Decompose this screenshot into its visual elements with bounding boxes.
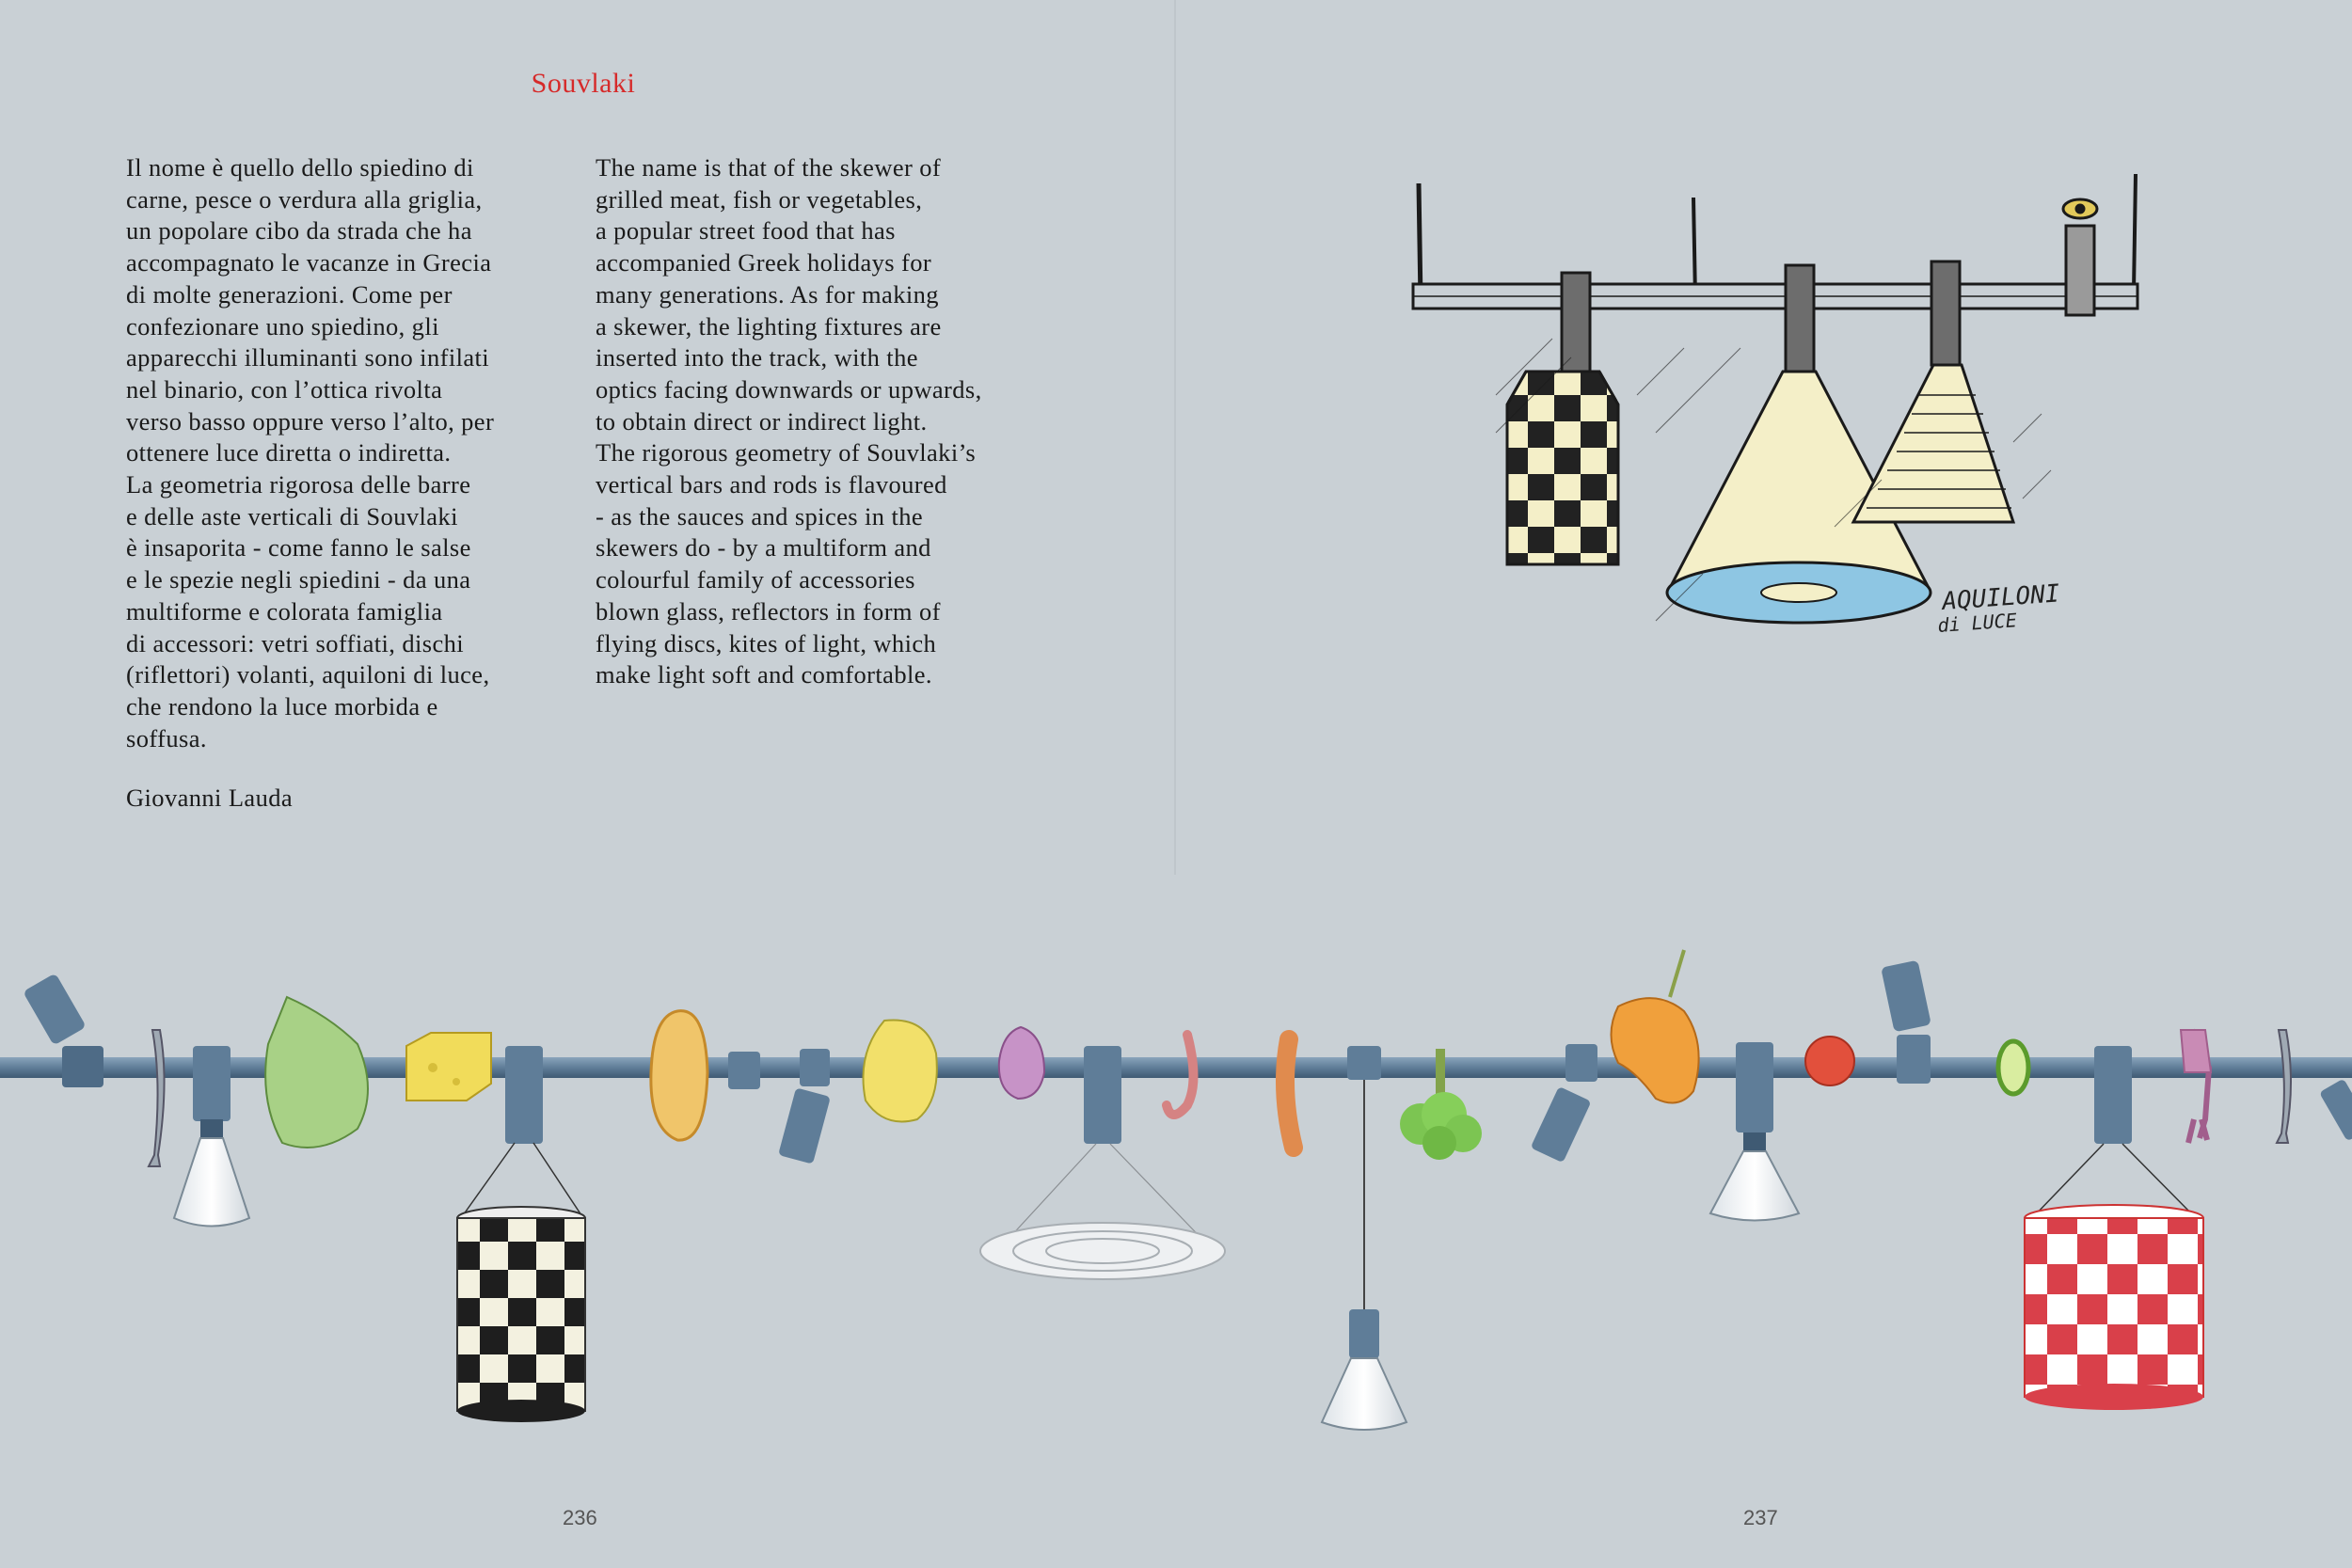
- pendant-checker-red: [2025, 1046, 2203, 1410]
- english-text-column: The name is that of the skewer of grilled meat, fish or vegetables, a popular street food that has accompanied Greek holidays for many generations. As for making a skewer, the lighting fixtures are inserted into the track, with the optics facing downwards or upwards, to obtain direct or indirect light. The rigorous geometry of Souvlaki’s vertical bars and rods is flavoured - as the sauces and spices in the skewers do - by a multiform and colourful family of accessories blown glass, reflectors in form of flying discs, kites of light, which make light soft and comfortable.: [596, 153, 982, 689]
- page-title: Souvlaki: [531, 68, 636, 99]
- pendant-checker-bw: [457, 1046, 585, 1422]
- sausage: [1285, 1039, 1294, 1148]
- tomato: [1805, 1037, 1854, 1085]
- page-number-right: 237: [1743, 1506, 1778, 1529]
- author-name: Giovanni Lauda: [126, 784, 294, 812]
- cheese-cube: [406, 1033, 491, 1101]
- cucumber-slice: [1998, 1041, 2028, 1094]
- fish-1: [149, 1030, 165, 1166]
- bread-slice: [651, 1011, 707, 1140]
- fish-2: [2277, 1030, 2291, 1143]
- spotlight-5: [2319, 1079, 2352, 1142]
- sketch-label-2: di LUCE: [1936, 609, 2018, 637]
- onion: [999, 1027, 1044, 1099]
- sketch-label-1: AQUILONI: [1941, 579, 2061, 616]
- page-number-left: 236: [563, 1506, 597, 1529]
- souvlaki-track-illustration: [0, 950, 2352, 1430]
- connector-1: [728, 1052, 760, 1089]
- yellow-pepper: [864, 1020, 937, 1121]
- pendant-long: [1322, 1046, 1406, 1430]
- chicken-leg: [1612, 998, 1699, 1102]
- italian-text-column: Il nome è quello dello spiedino di carne, pesce o verdura alla griglia, un popolare cibo da strada che ha accompagnato le vacanze in Grecia di molte generazioni. Come per confezionare uno spiedino, gli apparecchi illuminanti sono infilati nel binario, con l’ottica rivolta verso basso oppure verso l’alto, per ottenere luce diretta o indiretta. La geometria rigorosa delle barre e delle aste verticali di Souvlaki è insaporita - come fanno le salse e le spezie negli spiedini - da una multiforme e colorata famiglia di accessori: vetri soffiati, dischi (riflettori) volanti, aquiloni di luce, che rendono la luce morbida e soffusa.: [126, 153, 495, 752]
- lettuce-leaf: [265, 997, 368, 1148]
- sketch-aquiloni: [1413, 174, 2137, 623]
